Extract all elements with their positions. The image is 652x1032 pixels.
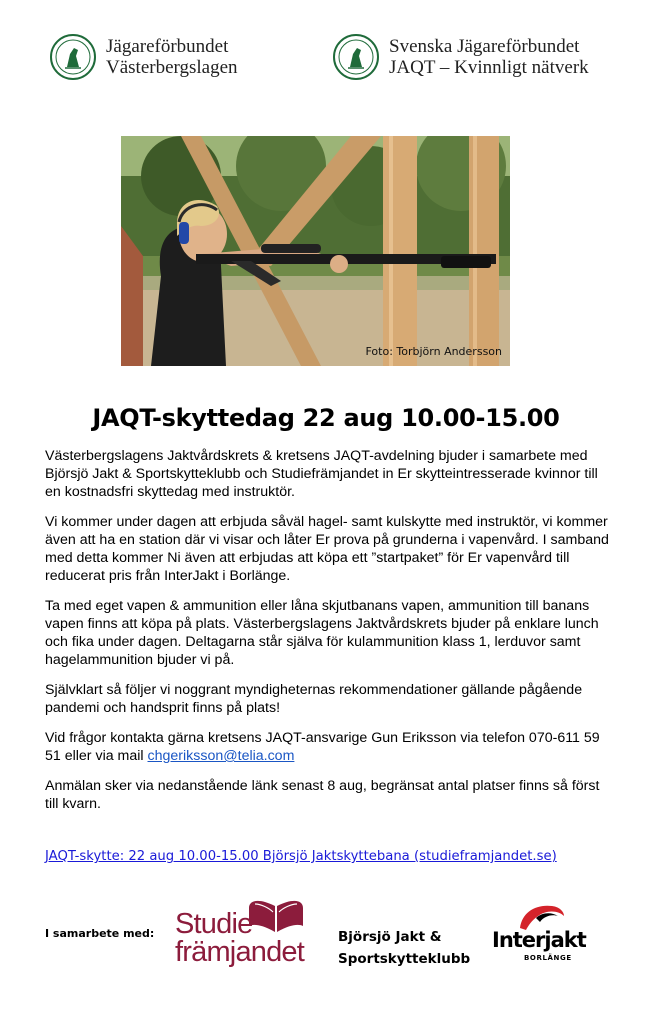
left-org-name: [106, 36, 238, 78]
body-text: [45, 447, 610, 825]
paragraph-contact: [45, 729, 610, 765]
logo-jagareforbundet-vasterbergslagen: [50, 34, 238, 80]
club-line2: Sportskytteklubb: [338, 951, 471, 967]
right-org-line1: Svenska Jägareförbundet: [389, 36, 580, 57]
photo-credit: Foto: Torbjörn Andersson: [365, 345, 502, 358]
open-book-icon: [247, 898, 305, 932]
studie-text: Studie: [175, 908, 253, 940]
jagareforbundet-seal-icon: [50, 34, 96, 80]
paragraph-activities: Vi kommer under dagen att erbjuda såväl hagel- samt kulskytte med instruktör, vi kommer även att ha en station där vi visar och låter Er prova på grunderna i vapenvård. I samband med detta kommer Ni även att erbjudas att köpa ett ”startpaket” för Er vapenvård till reducerat pris från InterJakt i Borlänge.: [45, 514, 609, 584]
paragraph-equipment: Ta med eget vapen & ammunition eller låna skjutbanans vapen, ammunition till banans vapen finns att köpa på plats. Västerbergslagens Jaktvårdskrets bjuder på enklare lunch och fika under dagen. Deltagarna står själva för kulammunition klass 1, lerduvor samt hagelammunition bjuder vi på.: [45, 598, 599, 668]
logo-svenska-jagareforbundet-jaqt: [333, 34, 589, 80]
shooting-photo: [121, 136, 510, 366]
studiefr-logo: [175, 898, 305, 978]
right-org-line2: JAQT – Kvinnligt nätverk: [389, 57, 589, 78]
interjakt-swoosh-icon: [518, 902, 566, 930]
club-name: [338, 926, 470, 970]
paragraph-pandemic: Självklart så följer vi noggrant myndigheternas rekommendationer gällande pågående pandemi och handsprit finns på plats!: [45, 682, 583, 716]
left-org-line1: Jägareförbundet: [106, 36, 229, 57]
signup-link[interactable]: JAQT-skytte: 22 aug 10.00-15.00 Björsjö Jaktskyttebana (studieframjandet.se): [45, 849, 557, 864]
paragraph-signup: Anmälan sker via nedanstående länk senast 8 aug, begränsat antal platser finns så först till kvarn.: [45, 778, 600, 812]
jagareforbundet-seal-icon: [333, 34, 379, 80]
cooperation-label: I samarbete med:: [45, 927, 155, 940]
right-org-name: [389, 36, 589, 78]
interjakt-logo: [490, 902, 590, 968]
page-title: JAQT-skyttedag 22 aug 10.00-15.00: [92, 404, 560, 432]
club-line1: Björsjö Jakt &: [338, 929, 442, 945]
contact-email-link[interactable]: chgeriksson@telia.com: [147, 748, 295, 764]
left-org-line2: Västerbergslagen: [106, 57, 238, 78]
paragraph-invitation: Västerbergslagens Jaktvårdskrets & kretsens JAQT-avdelning bjuder i samarbete med Björsjö Jakt & Sportskytteklubb och Studiefrämjandet in Er skytteintresserade kvinnor till en kostnadsfri skyttedag med instruktör.: [45, 448, 598, 500]
contact-text: Vid frågor kontakta gärna kretsens JAQT-ansvarige Gun Eriksson via telefon 070-611 59 51 eller via mail: [45, 730, 600, 764]
interjakt-text: Interjakt: [492, 928, 586, 952]
interjakt-borlange-text: BORLÄNGE: [524, 954, 572, 962]
woman-shooting-rifle-image: [121, 136, 510, 366]
framjandet-text: främjandet: [175, 936, 305, 968]
